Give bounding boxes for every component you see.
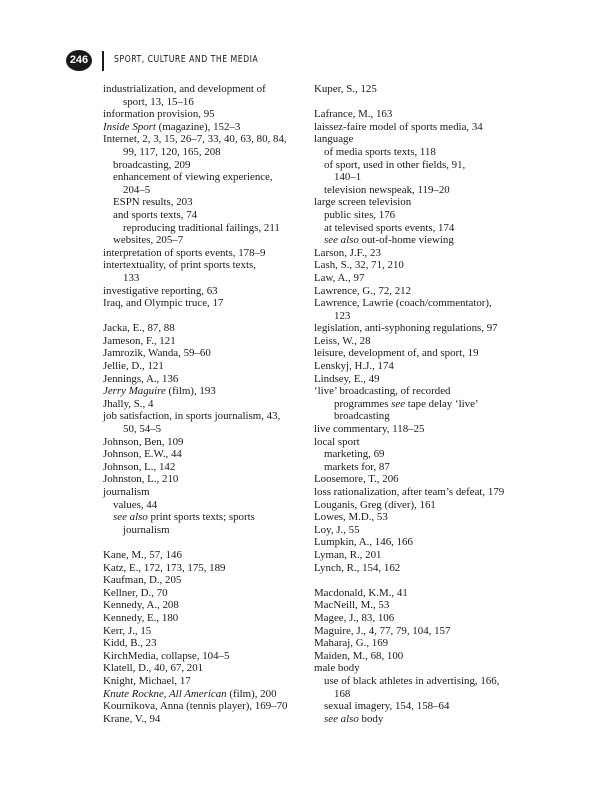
index-subentry: see also print sports texts; sports journalism bbox=[103, 511, 303, 536]
index-entry: Knute Rockne, All American (film), 200 bbox=[103, 687, 277, 700]
index-subentry: values, 44 bbox=[113, 498, 158, 511]
index-entry: Kellner, D., 70 bbox=[103, 586, 168, 599]
index-entry: Lawrence, Lawrie (coach/commentator), 123 bbox=[314, 297, 514, 322]
index-entry: Maharaj, G., 169 bbox=[314, 637, 389, 650]
index-entry: Kuper, S., 125 bbox=[314, 83, 377, 95]
index-entry: ‘live’ broadcasting, of recorded programmes see tape delay ‘live’ broadcasting bbox=[314, 385, 514, 423]
index-entry: leisure, development of, and sport, 19 bbox=[314, 347, 479, 360]
index-column-right bbox=[314, 83, 514, 725]
index-subentry: websites, 205–7 bbox=[113, 234, 184, 247]
index-entry: information provision, 95 bbox=[103, 108, 215, 121]
index-subentry: at televised sports events, 174 bbox=[324, 221, 455, 234]
index-subentry: of media sports texts, 118 bbox=[324, 145, 436, 158]
index-entry: Jameson, F., 121 bbox=[103, 334, 176, 347]
index-entry: large screen television bbox=[314, 196, 412, 209]
index-subentry: sexual imagery, 154, 158–64 bbox=[324, 700, 450, 713]
index-entry: Johnston, L., 210 bbox=[103, 473, 179, 486]
index-subentry: of sport, used in other fields, 91, 140–1 bbox=[314, 159, 514, 184]
index-entry-continuation: journalism bbox=[123, 523, 170, 536]
index-entry: Johnson, L., 142 bbox=[103, 460, 176, 473]
index-entry: journalism bbox=[103, 486, 150, 498]
index-entry: Krane, V., 94 bbox=[103, 712, 161, 725]
index-entry-continuation: 140–1 bbox=[334, 171, 362, 184]
index-entry: KirchMedia, collapse, 104–5 bbox=[103, 649, 230, 662]
index-entry: language bbox=[314, 133, 354, 146]
index-entry: Maguire, J., 4, 77, 79, 104, 157 bbox=[314, 624, 451, 637]
index-entry-continuation: 50, 54–5 bbox=[123, 423, 162, 436]
index-entry: Lafrance, M., 163 bbox=[314, 108, 393, 121]
index-entry: Kournikova, Anna (tennis player), 169–70 bbox=[103, 700, 288, 713]
letter-gap bbox=[314, 96, 514, 109]
letter-gap bbox=[103, 536, 303, 549]
index-subentry: enhancement of viewing experience, 204–5 bbox=[103, 171, 303, 196]
index-entry: intertextuality, of print sports texts, 133 bbox=[103, 259, 303, 284]
index-column-left bbox=[103, 83, 303, 725]
index-entry: Larson, J.F., 23 bbox=[314, 246, 381, 259]
index-entry-continuation: 133 bbox=[123, 271, 140, 284]
letter-gap bbox=[314, 574, 514, 587]
index-subentry: see also body bbox=[324, 712, 384, 725]
running-head: SPORT, CULTURE AND THE MEDIA bbox=[114, 54, 259, 65]
index-entry: Jellie, D., 121 bbox=[103, 360, 164, 373]
index-entry: Maiden, M., 68, 100 bbox=[314, 649, 404, 662]
index-entry: loss rationalization, after team’s defeat, 179 bbox=[314, 486, 505, 498]
index-entry: Magee, J., 83, 106 bbox=[314, 611, 395, 624]
index-subentry: public sites, 176 bbox=[324, 208, 396, 221]
index-entry: industrialization, and development of sport, 13, 15–16 bbox=[103, 83, 303, 108]
index-entry: Leiss, W., 28 bbox=[314, 334, 371, 347]
index-subentry: markets for, 87 bbox=[324, 460, 390, 473]
index-entry: Loy, J., 55 bbox=[314, 523, 360, 536]
page-header bbox=[66, 50, 546, 72]
index-subentry: marketing, 69 bbox=[324, 448, 385, 461]
index-entry: Jacka, E., 87, 88 bbox=[103, 322, 175, 335]
index-entry: Louganis, Greg (diver), 161 bbox=[314, 498, 436, 511]
index-entry: Katz, E., 172, 173, 175, 189 bbox=[103, 561, 226, 574]
index-entry-continuation: sport, 13, 15–16 bbox=[123, 95, 194, 108]
index-entry: Lynch, R., 154, 162 bbox=[314, 561, 401, 574]
index-entry: Klatell, D., 40, 67, 201 bbox=[103, 662, 204, 675]
index-entry: Lenskyj, H.J., 174 bbox=[314, 360, 394, 373]
index-entry: Kennedy, E., 180 bbox=[103, 611, 179, 624]
index-entry: Johnson, E.W., 44 bbox=[103, 448, 182, 461]
letter-gap bbox=[103, 310, 303, 323]
index-entry: Knight, Michael, 17 bbox=[103, 674, 191, 687]
index-entry: Kerr, J., 15 bbox=[103, 624, 152, 637]
index-entry: Law, A., 97 bbox=[314, 271, 365, 284]
index-subentry: see also out-of-home viewing bbox=[324, 234, 454, 247]
index-entry-continuation: programmes see tape delay ‘live’ bbox=[334, 397, 479, 410]
index-subentry: use of black athletes in advertising, 166, 168 bbox=[314, 675, 514, 700]
index-entry: Lawrence, G., 72, 212 bbox=[314, 284, 412, 297]
index-entry-continuation: 99, 117, 120, 165, 208 bbox=[123, 145, 221, 158]
index-entry: Kane, M., 57, 146 bbox=[103, 548, 182, 561]
index-entry: job satisfaction, in sports journalism, 43, 50, 54–5 bbox=[103, 410, 303, 435]
index-entry: Jhally, S., 4 bbox=[103, 397, 154, 410]
index-entry: MacNeill, M., 53 bbox=[314, 599, 390, 612]
header-divider bbox=[102, 51, 104, 71]
index-entry: Jennings, A., 136 bbox=[103, 372, 179, 385]
index-subentry: and sports texts, 74 bbox=[113, 208, 198, 221]
index-entry: laissez-faire model of sports media, 34 bbox=[314, 120, 483, 133]
index-subentry: reproducing traditional failings, 211 bbox=[123, 221, 280, 234]
index-entry: Internet, 2, 3, 15, 26–7, 33, 40, 63, 80, 84, 99, 117, 120, 165, 208 bbox=[103, 133, 303, 158]
index-entry: Inside Sport (magazine), 152–3 bbox=[103, 120, 241, 133]
index-entry: Lash, S., 32, 71, 210 bbox=[314, 259, 404, 272]
index-entry: local sport bbox=[314, 435, 360, 448]
index-entry-continuation: 168 bbox=[334, 687, 351, 700]
index-entry: Lyman, R., 201 bbox=[314, 548, 382, 561]
index-subentry: broadcasting, 209 bbox=[113, 158, 191, 171]
index-entry: male body bbox=[314, 662, 360, 675]
index-subentry: television newspeak, 119–20 bbox=[324, 183, 450, 196]
index-entry: legislation, anti-syphoning regulations, 97 bbox=[314, 322, 498, 335]
index-entry: Johnson, Ben, 109 bbox=[103, 435, 184, 448]
index-entry: Kaufman, D., 205 bbox=[103, 574, 182, 587]
index-entry: Iraq, and Olympic truce, 17 bbox=[103, 297, 224, 310]
index-entry: live commentary, 118–25 bbox=[314, 423, 425, 436]
index-entry-continuation: 204–5 bbox=[123, 183, 151, 196]
index-subentry: ESPN results, 203 bbox=[113, 196, 193, 209]
index-entry-continuation: broadcasting bbox=[334, 410, 390, 423]
index-entry: Lowes, M.D., 53 bbox=[314, 511, 388, 524]
index-entry: Macdonald, K.M., 41 bbox=[314, 586, 408, 599]
index-entry: interpretation of sports events, 178–9 bbox=[103, 246, 266, 259]
page-number-badge: 246 bbox=[66, 50, 92, 71]
index-entry: investigative reporting, 63 bbox=[103, 284, 218, 297]
index-entry: Kidd, B., 23 bbox=[103, 637, 157, 650]
index-entry: Kennedy, A., 208 bbox=[103, 599, 179, 612]
index-entry: Loosemore, T., 206 bbox=[314, 473, 399, 486]
index-entry: Jerry Maguire (film), 193 bbox=[103, 385, 216, 398]
index-entry: Jamrozik, Wanda, 59–60 bbox=[103, 347, 211, 360]
index-entry: Lindsey, E., 49 bbox=[314, 372, 380, 385]
index-entry: Lumpkin, A., 146, 166 bbox=[314, 536, 413, 549]
index-entry-continuation: 123 bbox=[334, 309, 351, 322]
